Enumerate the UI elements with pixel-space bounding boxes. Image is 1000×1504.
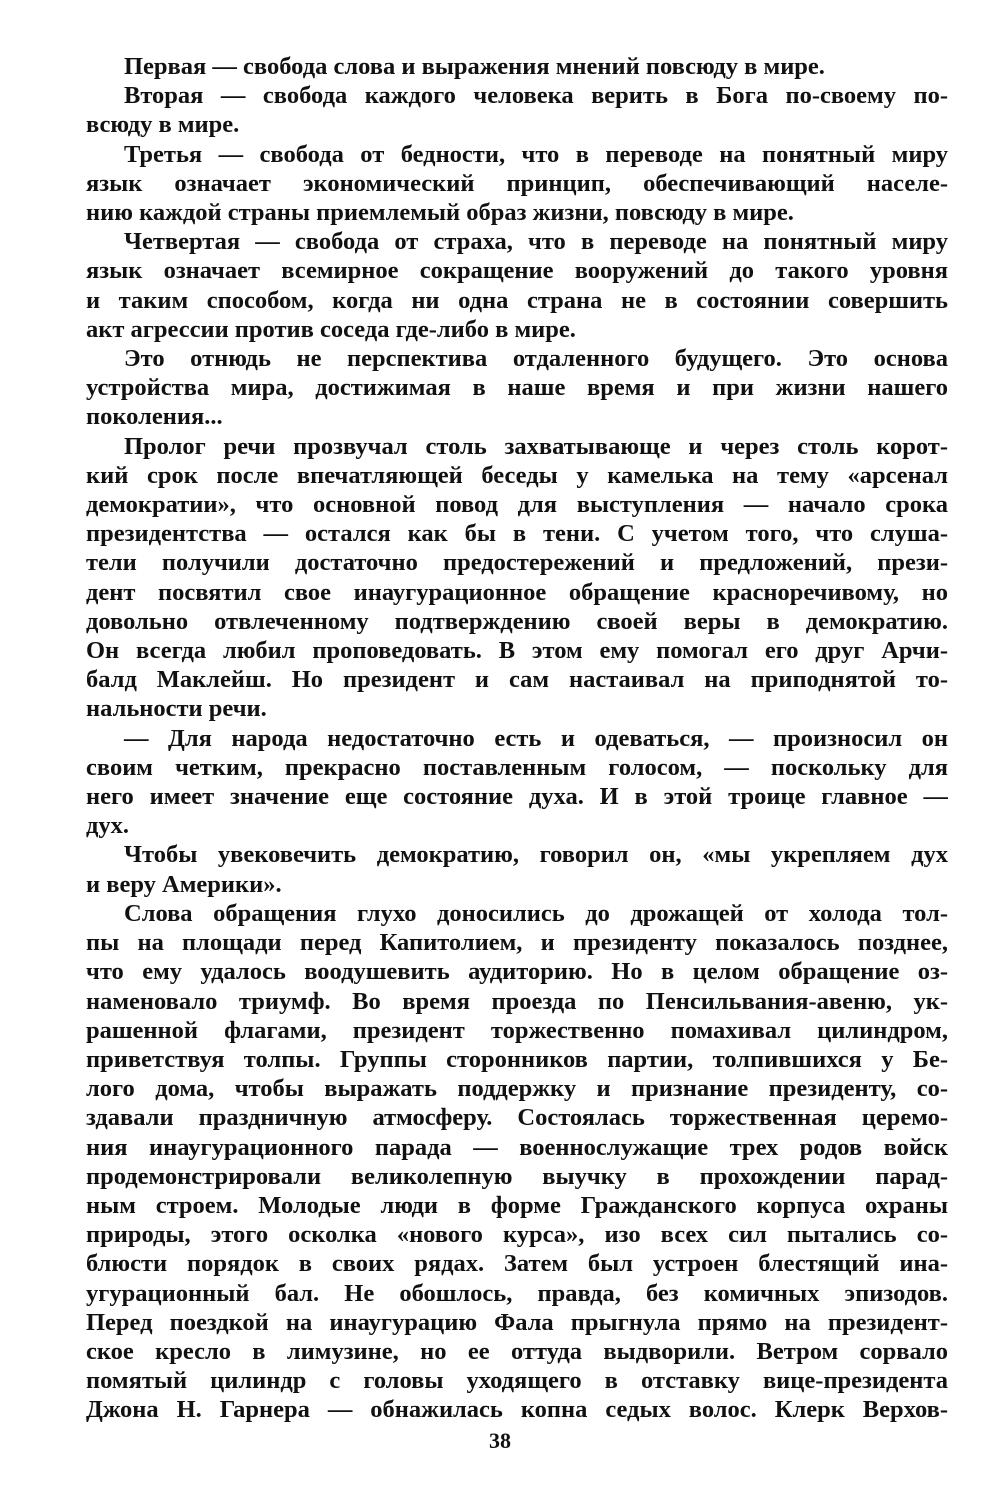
text-line: ным строем. Молодые люди в форме Гражданского корпуса охраны (86, 1191, 948, 1219)
text-line: помятый цилиндр с головы уходящего в отставку вице-президента (86, 1367, 948, 1395)
text-line: устройства мира, достижимая в наше время и при жизни нашего (86, 374, 948, 402)
text-line: всюду в мире. (86, 111, 240, 139)
text-line: здавали праздничную атмосферу. Состоялась торжественная церемо- (86, 1104, 948, 1132)
text-line: президентства — остался как бы в тени. С учетом того, что слуша- (86, 520, 948, 548)
text-line: и веру Америки». (86, 870, 282, 898)
text-line: поколения... (86, 403, 223, 431)
text-line: угурационный бал. Не обошлось, правда, без комичных эпизодов. (86, 1279, 948, 1307)
text-line: пы на площади перед Капитолием, и президенту показалось позднее, (86, 929, 948, 957)
text-line: лого дома, чтобы выражать поддержку и признание президенту, со- (86, 1075, 948, 1103)
paragraph (86, 840, 948, 898)
text-line: язык означает всемирное сокращение вооружений до такого уровня (86, 257, 948, 285)
text-line: ния инаугурационного парада — военнослужащие трех родов войск (86, 1133, 948, 1161)
text-line: Это отнюдь не перспектива отдаленного будущего. Это основа (124, 345, 948, 373)
text-line: наменовало триумф. Во время проезда по Пенсильвания-авеню, ук- (86, 987, 948, 1015)
text-line: демократии», что основной повод для выступления — начало срока (86, 491, 948, 519)
paragraph (86, 81, 948, 139)
text-line: дух. (86, 812, 130, 840)
text-line: него имеет значение еще состояние духа. И в этой троице главное — (86, 783, 948, 811)
text-line: Первая — свобода слова и выражения мнений повсюду в мире. (124, 53, 825, 80)
text-line: акт агрессии против соседа где-либо в мире. (86, 315, 576, 343)
text-line: своим четким, прекрасно поставленным голосом, — поскольку для (86, 753, 948, 781)
text-line: рашенной флагами, президент торжественно помахивал цилиндром, (86, 1016, 948, 1044)
text-line: Четвертая — свобода от страха, что в переводе на понятный миру (124, 228, 948, 256)
text-line: кий срок после впечатляющей беседы у камелька на тему «арсенал (86, 461, 948, 489)
text-line: дент посвятил свое инаугурационное обращение красноречивому, но (86, 578, 948, 606)
text-line: нию каждой страны приемлемый образ жизни, повсюду в мире. (86, 199, 794, 227)
paragraph (86, 344, 948, 432)
text-line: Пролог речи прозвучал столь захватывающе и через столь корот- (124, 432, 948, 460)
text-line: язык означает экономический принцип, обеспечивающий населе- (86, 169, 948, 197)
paragraph (86, 899, 948, 1425)
text-line: нальности речи. (86, 695, 267, 723)
text-line: Вторая — свобода каждого человека верить в Бога по-своему по- (124, 82, 948, 110)
text-line: Слова обращения глухо доносились до дрожащей от холода тол- (124, 899, 948, 927)
text-line: и таким способом, когда ни одна страна не в состоянии совершить (86, 286, 948, 314)
text-line: Он всегда любил проповедовать. В этом ему помогал его друг Арчи- (86, 637, 948, 665)
text-line: Перед поездкой на инаугурацию Фала прыгнула прямо на президент- (86, 1308, 948, 1336)
paragraph (86, 52, 948, 81)
paragraph (86, 432, 948, 724)
text-line: природы, этого осколка «нового курса», изо всех сил пытались со- (86, 1221, 948, 1249)
text-line: Третья — свобода от бедности, что в переводе на понятный миру (124, 140, 948, 168)
text-line: блюсти порядок в своих рядах. Затем был устроен блестящий ина- (86, 1250, 948, 1278)
paragraph (86, 724, 948, 841)
text-line: довольно отвлеченному подтверждению своей веры в демократию. (86, 607, 948, 635)
text-line: приветствуя толпы. Группы сторонников партии, толпившихся у Бе- (86, 1045, 948, 1073)
paragraph (86, 227, 948, 344)
text-line: ское кресло в лимузине, но ее оттуда выдворили. Ветром сорвало (86, 1337, 948, 1365)
page-body (86, 52, 948, 1425)
paragraph (86, 140, 948, 228)
text-line: балд Маклейш. Но президент и сам настаивал на приподнятой то- (86, 666, 948, 694)
text-line: что ему удалось воодушевить аудиторию. Но в целом обращение оз- (86, 958, 948, 986)
text-line: Чтобы увековечить демократию, говорил он, «мы укрепляем дух (124, 841, 948, 869)
text-line: — Для народа недостаточно есть и одеваться, — произносил он (124, 724, 948, 752)
text-line: Джона Н. Гарнера — обнажилась копна седых волос. Клерк Верхов- (86, 1396, 948, 1424)
text-line: продемонстрировали великолепную выучку в прохождении парад- (86, 1162, 948, 1190)
page-number: 38 (489, 1428, 511, 1453)
text-line: тели получили достаточно предостережений и предложений, прези- (86, 549, 948, 577)
